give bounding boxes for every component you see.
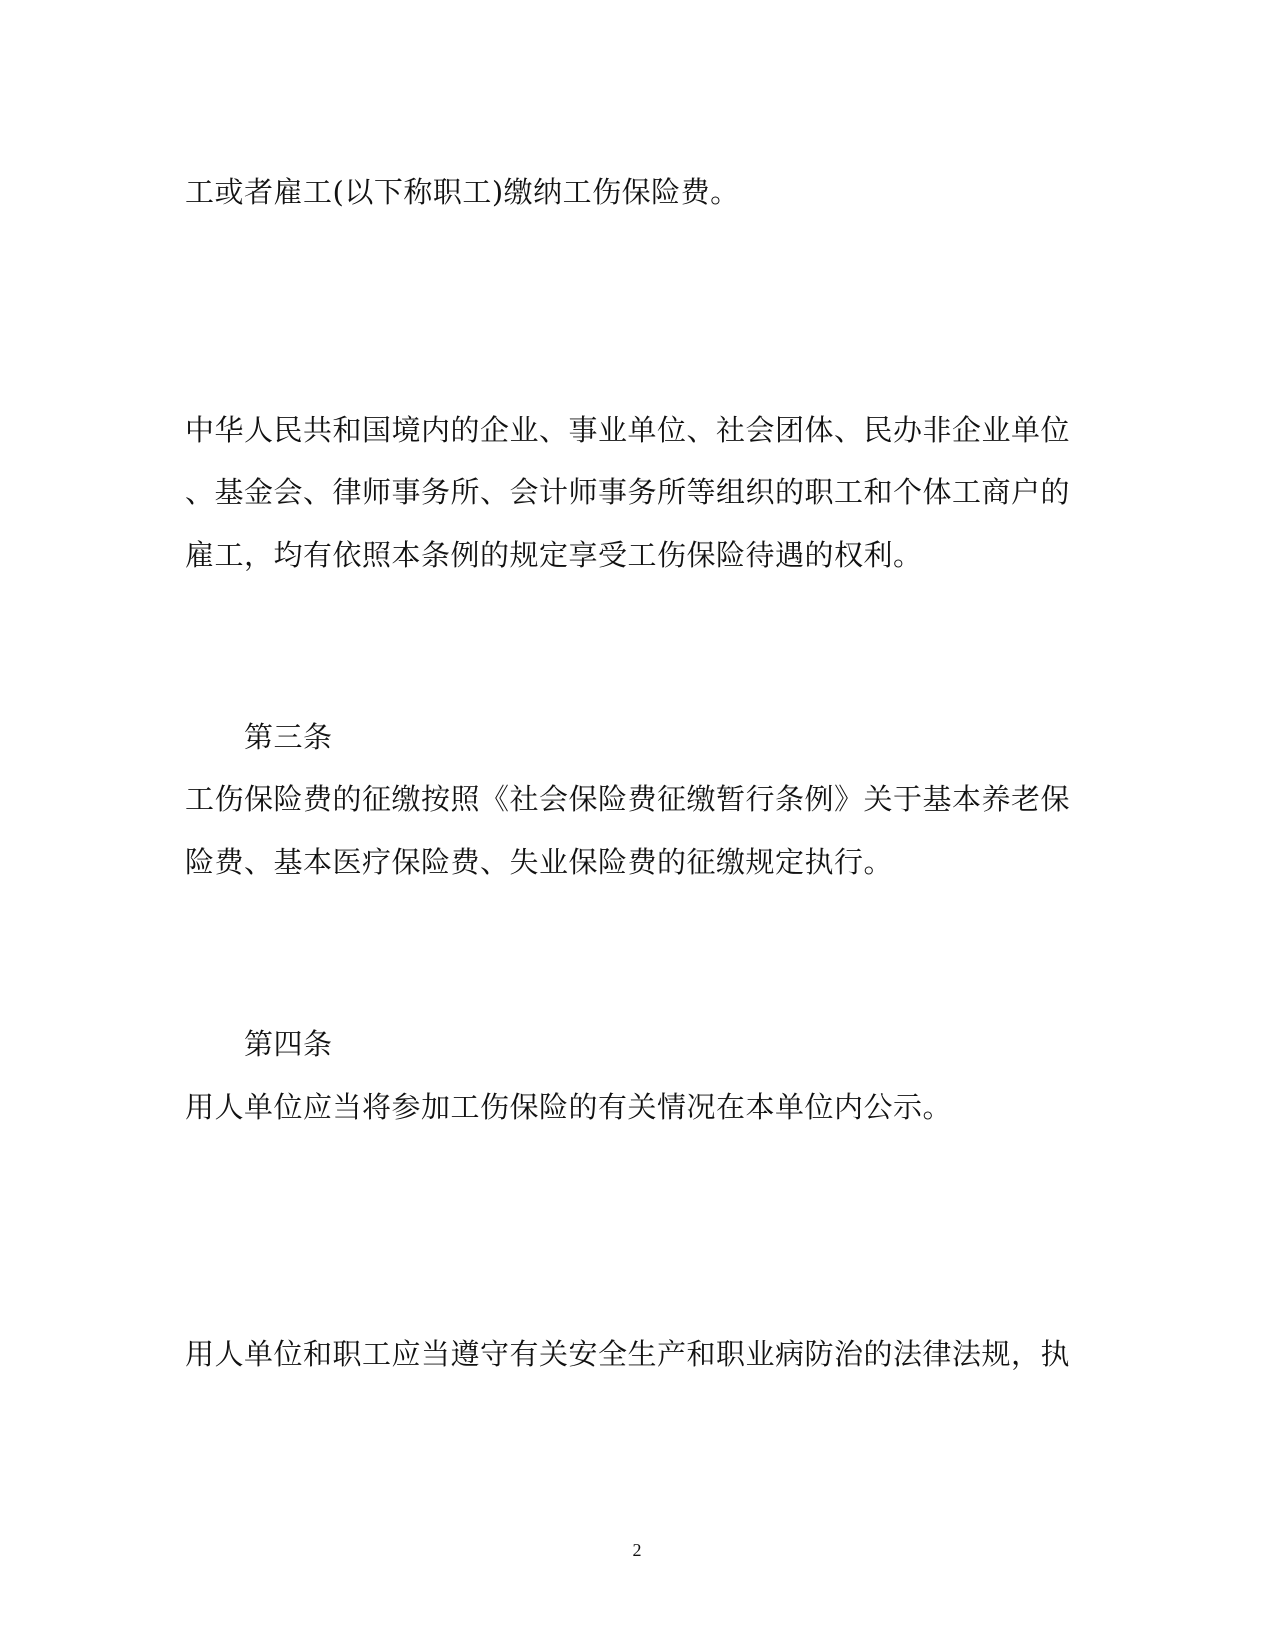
page-number: 2 — [632, 1540, 642, 1560]
paragraph-line: 工伤保险费的征缴按照《社会保险费征缴暂行条例》关于基本养老保 — [185, 782, 1071, 816]
paragraph-line: 中华人民共和国境内的企业、事业单位、社会团体、民办非企业单位 — [185, 413, 1071, 447]
paragraph-line: 工或者雇工(以下称职工)缴纳工伤保险费。 — [185, 175, 740, 209]
article-heading: 第四条 — [244, 1027, 333, 1061]
paragraph-line: 雇工，均有依照本条例的规定享受工伤保险待遇的权利。 — [185, 538, 923, 572]
paragraph-line: 用人单位和职工应当遵守有关安全生产和职业病防治的法律法规，执 — [185, 1337, 1071, 1371]
article-heading: 第三条 — [244, 720, 333, 754]
paragraph-line: 险费、基本医疗保险费、失业保险费的征缴规定执行。 — [185, 845, 894, 879]
paragraph-line: 用人单位应当将参加工伤保险的有关情况在本单位内公示。 — [185, 1090, 953, 1124]
paragraph-line: 、基金会、律师事务所、会计师事务所等组织的职工和个体工商户的 — [185, 475, 1071, 509]
